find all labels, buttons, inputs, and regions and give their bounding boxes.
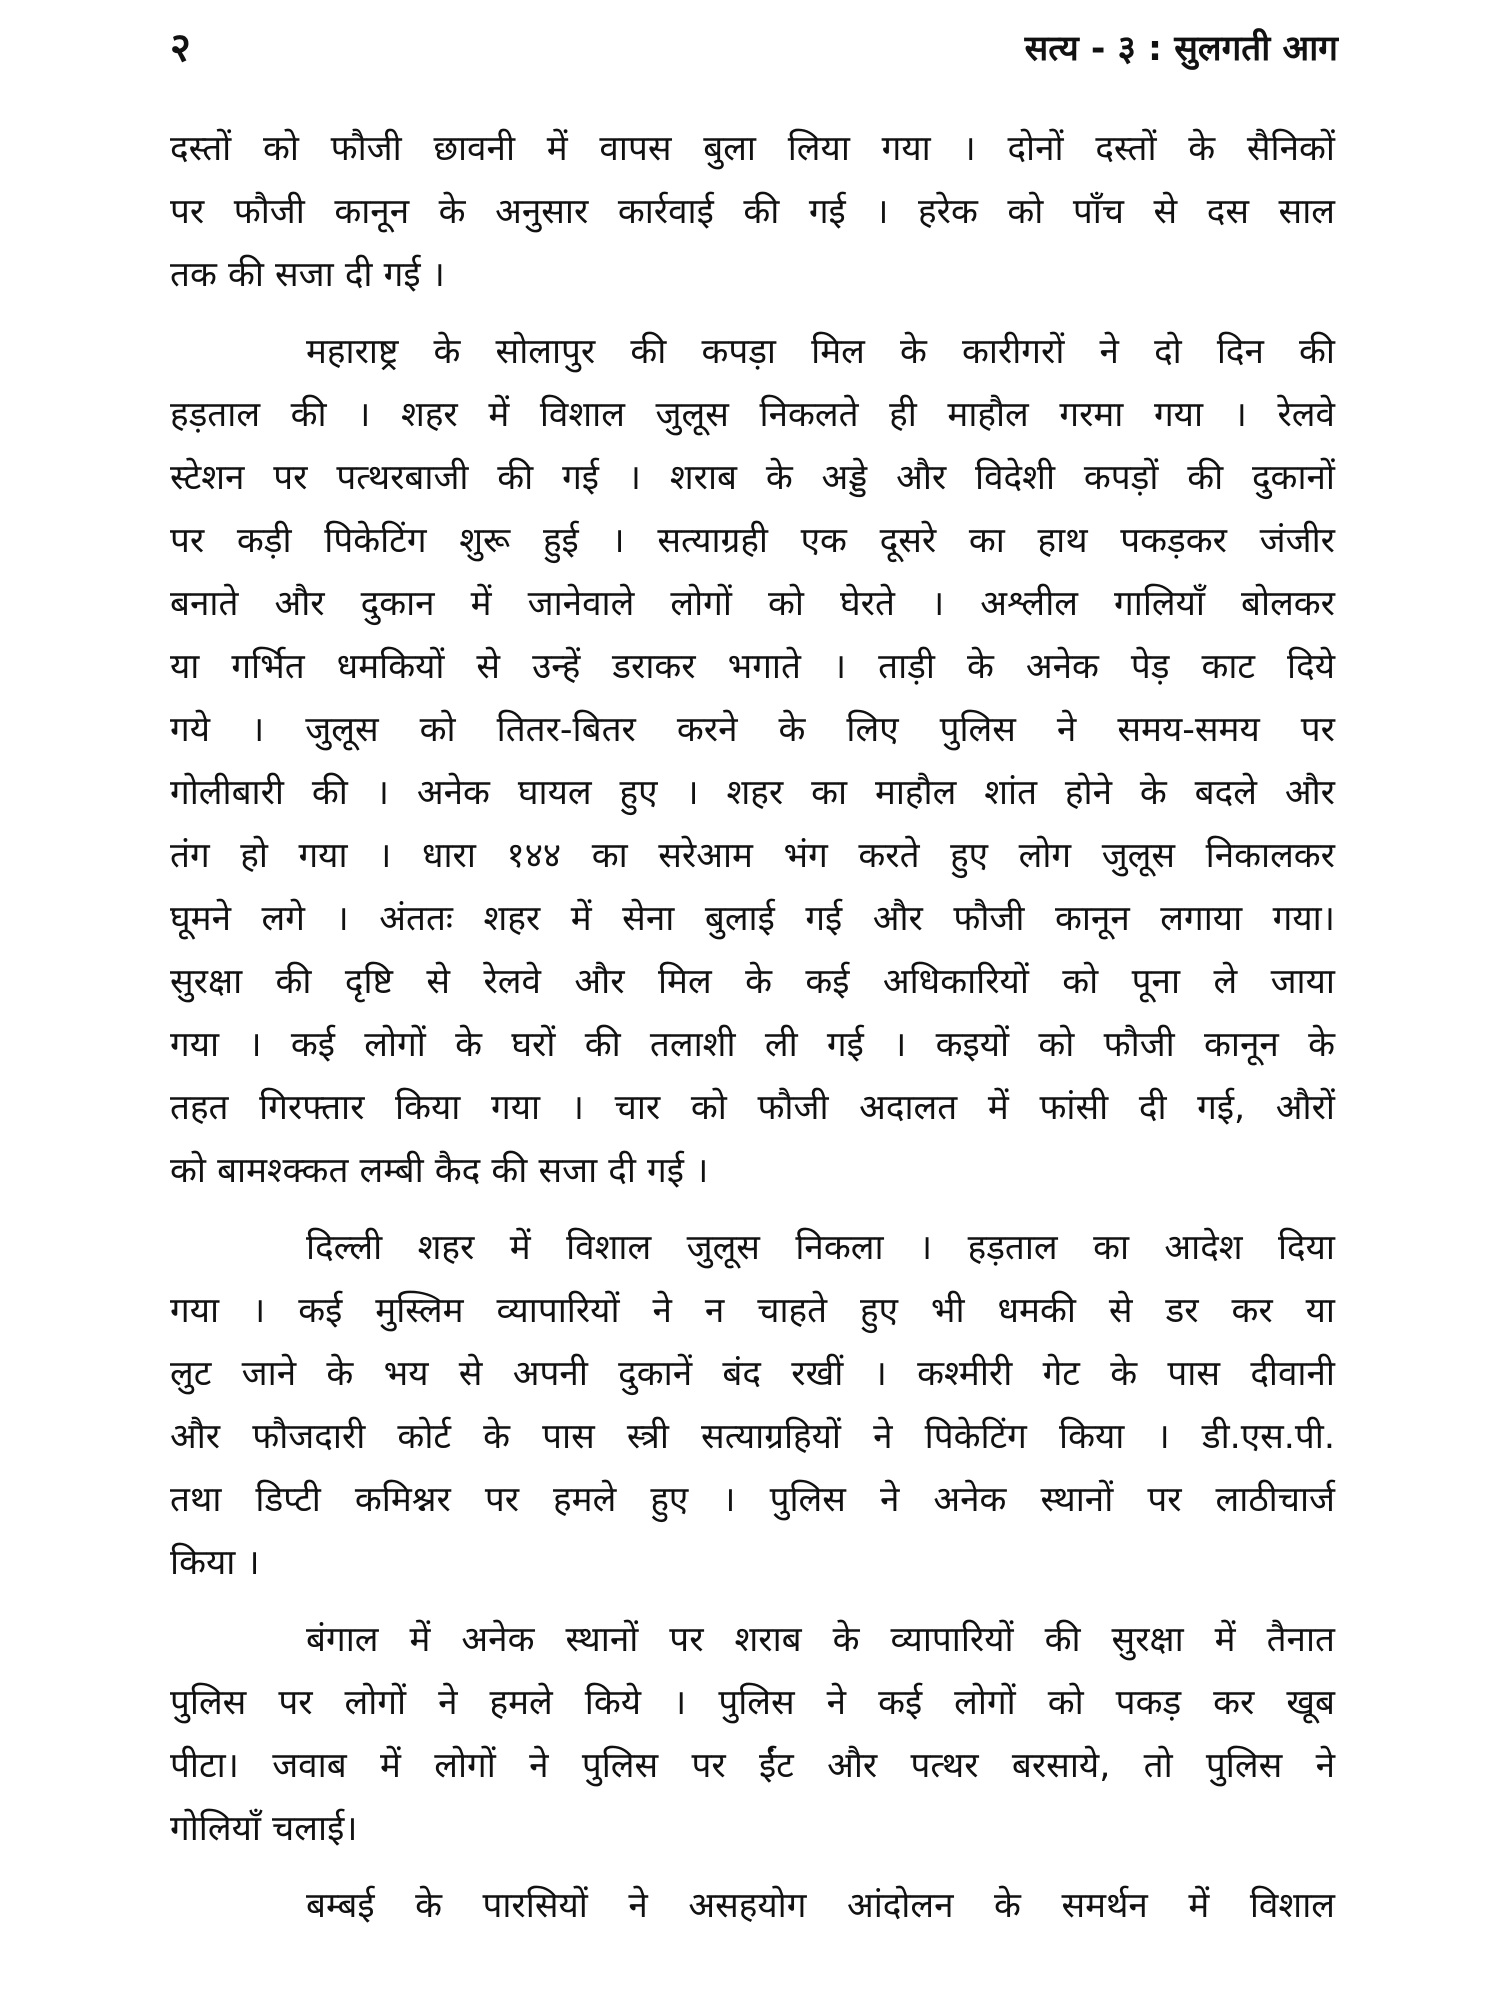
text-line: दिल्ली शहर में विशाल जुलूस निकला । हड़ताल का आदेश दिया	[306, 1228, 1335, 1268]
paragraph-5	[170, 1875, 1335, 1938]
text-line: गोलियाँ चलाई।	[170, 1809, 358, 1849]
text-line: लुट जाने के भय से अपनी दुकानें बंद रखीं । कश्मीरी गेट के पास दीवानी	[170, 1354, 1335, 1394]
body-text	[170, 118, 1335, 1952]
text-line: को बामश्क्कत लम्बी कैद की सजा दी गई ।	[170, 1151, 709, 1191]
text-line: किया ।	[170, 1543, 260, 1583]
paragraph-2	[170, 321, 1335, 1203]
text-line: पर फौजी कानून के अनुसार कार्रवाई की गई । हरेक को पाँच से दस साल	[170, 192, 1335, 232]
page-number: २	[170, 25, 191, 71]
text-line: तथा डिप्टी कमिश्नर पर हमले हुए । पुलिस ने अनेक स्थानों पर लाठीचार्ज	[170, 1480, 1335, 1520]
text-line: तहत गिरफ्तार किया गया । चार को फौजी अदालत में फांसी दी गई, औरों	[170, 1088, 1335, 1128]
text-line: बनाते और दुकान में जानेवाले लोगों को घेरते । अश्लील गालियाँ बोलकर	[170, 584, 1335, 624]
text-line: सुरक्षा की दृष्टि से रेलवे और मिल के कई अधिकारियों को पूना ले जाया	[170, 962, 1335, 1002]
text-line: गया । कई लोगों के घरों की तलाशी ली गई । कइयों को फौजी कानून के	[170, 1025, 1335, 1065]
text-line: गोलीबारी की । अनेक घायल हुए । शहर का माहौल शांत होने के बदले और	[170, 773, 1335, 813]
text-line: गये । जुलूस को तितर-बितर करने के लिए पुलिस ने समय-समय पर	[170, 710, 1335, 750]
text-line: तक की सजा दी गई ।	[170, 255, 445, 295]
running-header-title: सत्य - ३ : सुलगती आग	[1024, 29, 1338, 69]
text-line: महाराष्ट्र के सोलापुर की कपड़ा मिल के कारीगरों ने दो दिन की	[306, 332, 1335, 372]
text-line: पीटा। जवाब में लोगों ने पुलिस पर ईंट और पत्थर बरसाये, तो पुलिस ने	[170, 1746, 1335, 1786]
text-line: दस्तों को फौजी छावनी में वापस बुला लिया गया । दोनों दस्तों के सैनिकों	[170, 129, 1335, 169]
text-line: तंग हो गया । धारा १४४ का सरेआम भंग करते हुए लोग जुलूस निकालकर	[170, 836, 1335, 876]
paragraph-1	[170, 118, 1335, 307]
text-line: बम्बई के पारसियों ने असहयोग आंदोलन के समर्थन में विशाल	[306, 1886, 1335, 1926]
text-line: बंगाल में अनेक स्थानों पर शराब के व्यापारियों की सुरक्षा में तैनात	[306, 1620, 1335, 1660]
text-line: या गर्भित धमकियों से उन्हें डराकर भगाते । ताड़ी के अनेक पेड़ काट दिये	[170, 647, 1335, 687]
text-line: पुलिस पर लोगों ने हमले किये । पुलिस ने कई लोगों को पकड़ कर खूब	[170, 1683, 1335, 1723]
text-line: गया । कई मुस्लिम व्यापारियों ने न चाहते हुए भी धमकी से डर कर या	[170, 1291, 1335, 1331]
paragraph-3	[170, 1217, 1335, 1595]
paragraph-4	[170, 1609, 1335, 1861]
text-line: पर कड़ी पिकेटिंग शुरू हुई । सत्याग्रही एक दूसरे का हाथ पकड़कर जंजीर	[170, 521, 1335, 561]
text-line: घूमने लगे । अंततः शहर में सेना बुलाई गई और फौजी कानून लगाया गया।	[170, 899, 1335, 939]
text-line: हड़ताल की । शहर में विशाल जुलूस निकलते ही माहौल गरमा गया । रेलवे	[170, 395, 1335, 435]
text-line: स्टेशन पर पत्थरबाजी की गई । शराब के अड्डे और विदेशी कपड़ों की दुकानों	[170, 458, 1335, 498]
text-line: और फौजदारी कोर्ट के पास स्त्री सत्याग्रहियों ने पिकेटिंग किया । डी.एस.पी.	[170, 1417, 1335, 1457]
